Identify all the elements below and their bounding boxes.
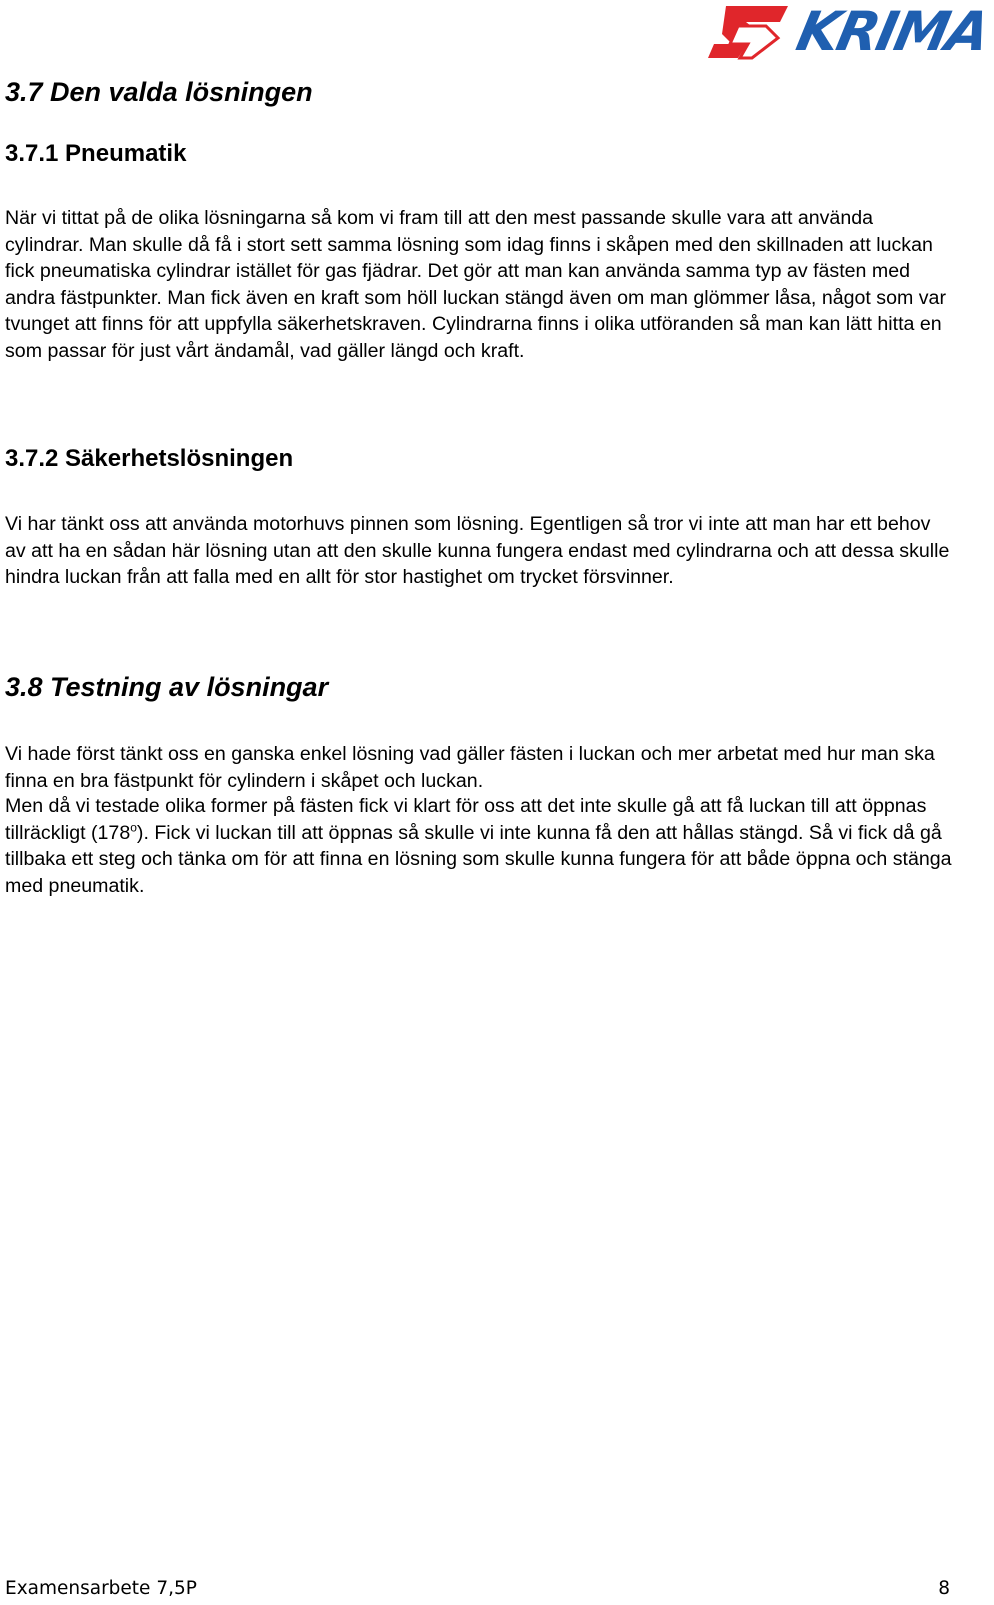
section-3-7-1-paragraph: När vi tittat på de olika lösningarna så kom vi fram till att den mest passande skulle vara att använda cylindrar. Man skulle då få i stort sett samma lösning som idag finns i skåpen med den skillnaden att luckan fick pneumatiska cylindrar istället för gas fjädrar. Det gör att man kan använda samma typ av fästen med andra fästpunkter. Man fick även en kraft som höll luckan stängd även om man glömmer låsa, något som var tvunget att finns för att uppfylla säkerhetskraven. Cylindrarna finns i olika utföranden så man kan lätt hitta en som passar för just vårt ändamål, vad gäller längd och kraft. <box>5 207 946 362</box>
krima-logo <box>708 0 994 63</box>
section-3-8-paragraph-2 <box>5 793 955 899</box>
section-3-7-2-heading: 3.7.2 Säkerhetslösningen <box>5 445 294 472</box>
section-3-8-heading: 3.8 Testning av lösningar <box>5 672 329 702</box>
logo-wordmark: KRIMA <box>791 0 994 63</box>
footer-title: Examensarbete 7,5P <box>5 1578 197 1599</box>
paragraph-text-part-2: ). Fick vi luckan till att öppnas så skulle vi inte kunna få den att hållas stängd. Så vi fick då gå tillbaka ett steg och tänka om för att finna en lösning som skulle kunna fungera för att både öppna och stänga med pneumatik. <box>5 821 952 897</box>
degree-superscript: o <box>130 819 137 834</box>
section-3-7-2-paragraph: Vi har tänkt oss att använda motorhuvs pinnen som lösning. Egentligen så tror vi inte att man har ett behov av att ha en sådan här lösning utan att den skulle kunna fungera endast med cylindrarna och att dessa skulle hindra luckan från att falla med en allt för stor hastighet om trycket försvinner. <box>5 513 950 588</box>
paragraph-text-part-1: Men då vi testade olika former på fästen fick vi klart för oss att det inte skulle gå att få luckan till att öppnas tillräckligt (178 <box>5 795 927 844</box>
section-3-8-paragraph-1: Vi hade först tänkt oss en ganska enkel lösning vad gäller fästen i luckan och mer arbetat med hur man ska finna en bra fästpunkt för cylindern i skåpet och luckan. <box>5 743 935 792</box>
section-3-7-1-heading: 3.7.1 Pneumatik <box>5 140 187 167</box>
section-3-7-heading: 3.7 Den valda lösningen <box>5 77 313 107</box>
page-number: 8 <box>938 1578 950 1599</box>
arrow-logo-icon <box>708 4 794 60</box>
